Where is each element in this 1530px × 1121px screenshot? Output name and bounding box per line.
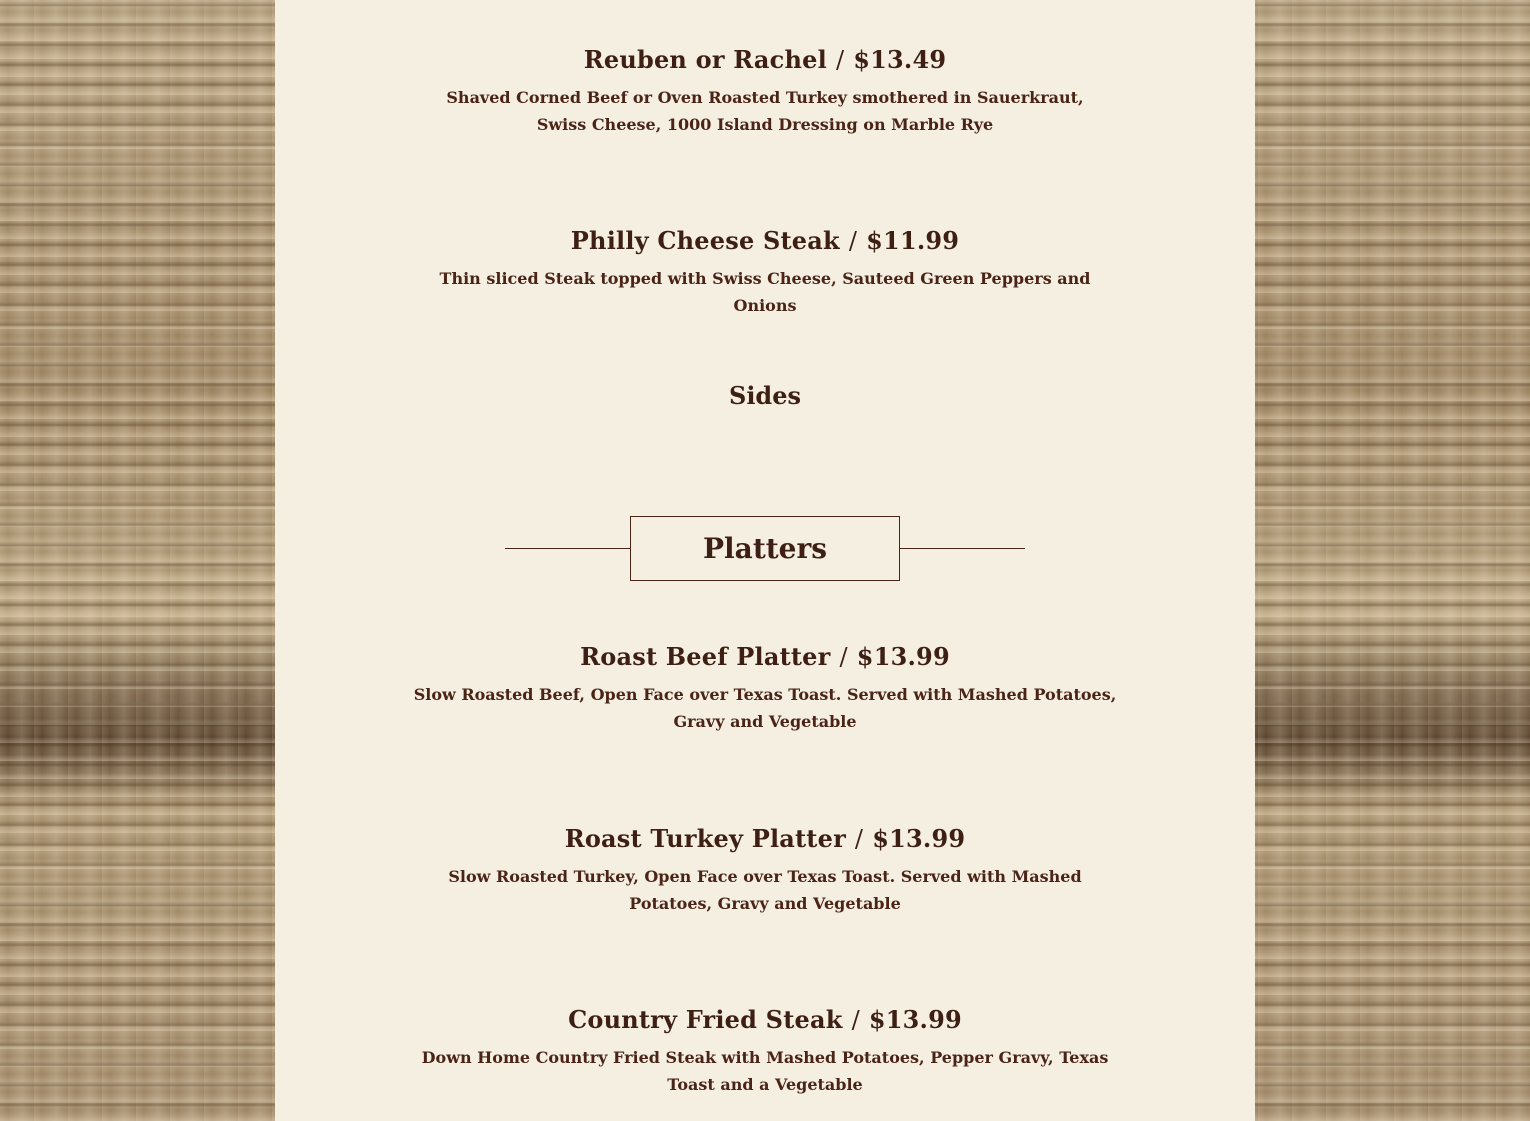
divider-left (505, 548, 630, 549)
menu-item-name: Philly Cheese Steak (570, 226, 840, 255)
menu-item-title (275, 641, 1255, 673)
platters-heading: Platters (630, 516, 900, 581)
menu-item-name: Country Fried Steak (568, 1005, 843, 1034)
menu-item-description: Down Home Country Fried Steak with Mashed Potatoes, Pepper Gravy, Texas Toast and a Vegetable (421, 1048, 1109, 1094)
menu-item-name: Reuben or Rachel (583, 45, 827, 74)
menu-item-title (275, 1004, 1255, 1036)
price-separator: / (854, 825, 864, 853)
menu-item-reuben (275, 44, 1255, 138)
price-separator: / (839, 643, 848, 671)
price-separator: / (851, 1006, 860, 1034)
menu-item-philly (275, 225, 1255, 319)
menu-item-name: Roast Beef Platter (580, 642, 831, 671)
sides-heading: Sides (728, 381, 801, 410)
menu-item-description: Slow Roasted Turkey, Open Face over Texas Toast. Served with Mashed Potatoes, Gravy and Vegetable (448, 867, 1082, 913)
price-separator: / (848, 227, 858, 255)
menu-item-price: $13.99 (872, 824, 966, 853)
platters-section-header (505, 516, 1025, 581)
menu-item-price: $13.99 (868, 1005, 962, 1034)
menu-item-roast-beef-platter (275, 641, 1255, 735)
menu-item-title (275, 823, 1255, 855)
menu-item-roast-turkey-platter (275, 823, 1255, 917)
divider-right (900, 548, 1025, 549)
menu-item-price: $13.49 (853, 45, 947, 74)
menu-item-title (275, 225, 1255, 257)
menu-item-price: $11.99 (866, 226, 960, 255)
menu-item-description: Shaved Corned Beef or Oven Roasted Turkey smothered in Sauerkraut, Swiss Cheese, 1000 Island Dressing on Marble Rye (446, 88, 1084, 134)
price-separator: / (835, 46, 845, 74)
menu-item-price: $13.99 (856, 642, 950, 671)
menu-item-title (275, 44, 1255, 76)
menu-item-country-fried-steak (275, 1004, 1255, 1098)
menu-panel (275, 0, 1255, 1121)
menu-item-name: Roast Turkey Platter (564, 824, 846, 853)
menu-item-description: Thin sliced Steak topped with Swiss Cheese, Sauteed Green Peppers and Onions (439, 269, 1091, 315)
menu-item-description: Slow Roasted Beef, Open Face over Texas Toast. Served with Mashed Potatoes, Gravy and Vegetable (413, 685, 1117, 731)
